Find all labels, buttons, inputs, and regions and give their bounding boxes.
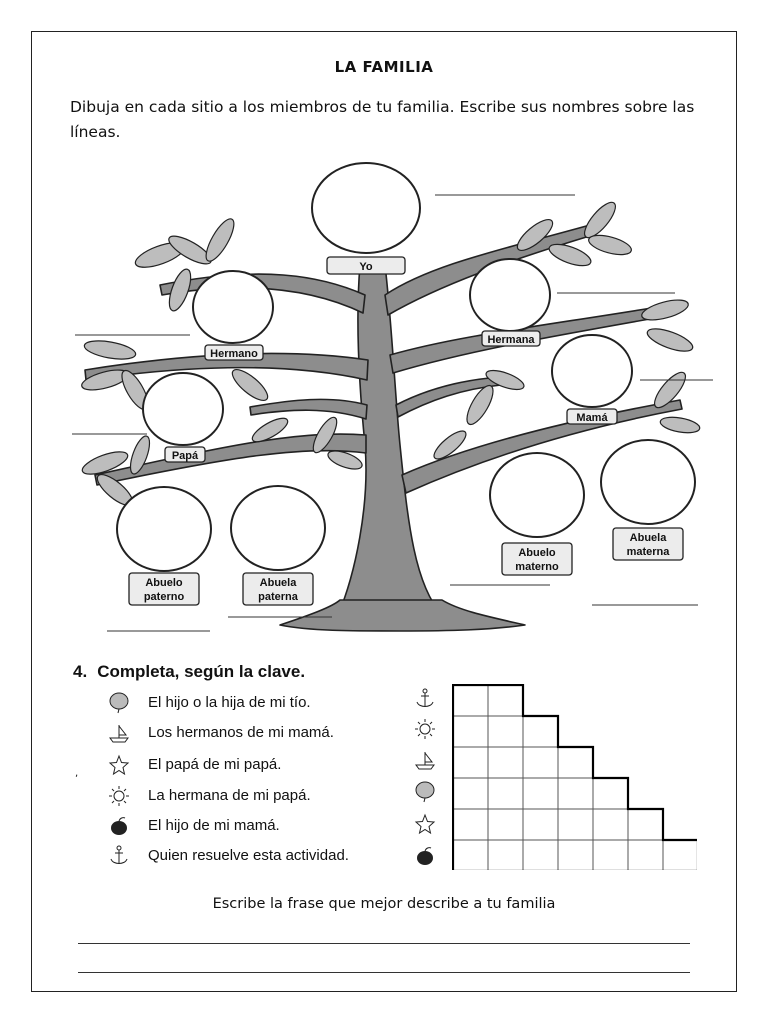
grid-cell[interactable] [488, 778, 523, 809]
branch-center-left [250, 399, 367, 419]
grid-cell[interactable] [453, 809, 488, 840]
grid-cell[interactable] [523, 778, 558, 809]
frame-abuelo-paterno [117, 487, 211, 571]
grid-cell[interactable] [523, 809, 558, 840]
apple-icon [106, 815, 132, 837]
boat-icon [412, 749, 438, 771]
sun-icon [412, 718, 438, 740]
clue-item [106, 785, 311, 807]
exercise-title: Completa, según la clave. [97, 662, 306, 681]
label-abuela-materna-line1: Abuela [629, 532, 667, 544]
boat-icon [106, 722, 132, 744]
grid-cell[interactable] [453, 778, 488, 809]
grid-cell[interactable] [453, 685, 488, 716]
grid-cell[interactable] [488, 809, 523, 840]
tree-roots [280, 600, 525, 631]
sun-icon [106, 785, 132, 807]
frame-abuela-paterna [231, 486, 325, 570]
clue-item [106, 815, 280, 837]
grid-cell[interactable] [523, 747, 558, 778]
stray-mark: , [75, 768, 79, 779]
label-abuela-materna-line2: materna [626, 546, 670, 558]
clue-text: Los hermanos de mi mamá. [148, 723, 334, 741]
exercise-heading [73, 662, 305, 682]
balloon-icon [412, 781, 438, 803]
label-hermana: Hermana [487, 334, 535, 346]
grid-cell[interactable] [628, 809, 663, 840]
grid-cell[interactable] [488, 840, 523, 870]
grid-cell[interactable] [453, 840, 488, 870]
grid-cell[interactable] [523, 840, 558, 870]
exercise-number: 4. [73, 662, 88, 681]
grid-cell[interactable] [488, 747, 523, 778]
apple-icon [412, 845, 438, 867]
grid-cell[interactable] [593, 778, 628, 809]
label-abuelo-paterno-line1: Abuelo [145, 577, 183, 589]
label-yo: Yo [359, 261, 373, 273]
clue-text: La hermana de mi papá. [148, 786, 311, 804]
clue-item [106, 845, 349, 867]
label-abuelo-paterno-line2: paterno [143, 591, 185, 603]
star-icon [106, 754, 132, 776]
clue-item [106, 754, 281, 776]
grid-cell[interactable] [453, 747, 488, 778]
frame-yo [312, 163, 420, 253]
label-papa: Papá [171, 450, 199, 462]
anchor-icon [412, 688, 438, 710]
label-abuela-paterna-line1: Abuela [259, 577, 297, 589]
frame-abuelo-materno [490, 453, 584, 537]
clue-item [106, 692, 311, 714]
label-hermano: Hermano [210, 348, 258, 360]
frame-papa [143, 373, 223, 445]
label-abuelo-materno-line1: Abuelo [518, 547, 556, 559]
grid-cell[interactable] [488, 716, 523, 747]
label-abuelo-materno-line2: materno [515, 561, 559, 573]
instructions-text: Dibuja en cada sitio a los miembros de tu familia. Escribe sus nombres sobre las líneas. [70, 98, 695, 141]
grid-cell[interactable] [558, 747, 593, 778]
frame-mama [552, 335, 632, 407]
closing-prompt: Escribe la frase que mejor describe a tu familia [212, 896, 556, 912]
grid-cell[interactable] [453, 716, 488, 747]
clue-text: El hijo o la hija de mi tío. [148, 693, 311, 711]
label-abuela-paterna-line2: paterna [258, 591, 298, 603]
grid-cell[interactable] [488, 685, 523, 716]
grid-cell[interactable] [628, 840, 663, 870]
page-title: LA FAMILIA [334, 58, 434, 76]
grid-cell[interactable] [558, 809, 593, 840]
frame-abuela-materna [601, 440, 695, 524]
clue-text: El hijo de mi mamá. [148, 816, 280, 834]
label-mama: Mamá [576, 412, 608, 424]
grid-cell[interactable] [558, 840, 593, 870]
star-icon [412, 813, 438, 835]
grid-cell[interactable] [523, 716, 558, 747]
anchor-icon [106, 845, 132, 867]
balloon-icon [106, 692, 132, 714]
answer-line[interactable] [78, 972, 690, 973]
grid-cell[interactable] [663, 840, 697, 870]
grid-cell[interactable] [558, 778, 593, 809]
answer-line[interactable] [78, 943, 690, 944]
frame-hermana [470, 259, 550, 331]
grid-cell[interactable] [593, 840, 628, 870]
clue-text: Quien resuelve esta actividad. [148, 846, 349, 864]
grid-cell[interactable] [593, 809, 628, 840]
crossword-grid [452, 684, 697, 870]
clue-item [106, 722, 334, 744]
frame-hermano [193, 271, 273, 343]
family-tree-illustration [70, 145, 715, 655]
clue-text: El papá de mi papá. [148, 755, 282, 773]
